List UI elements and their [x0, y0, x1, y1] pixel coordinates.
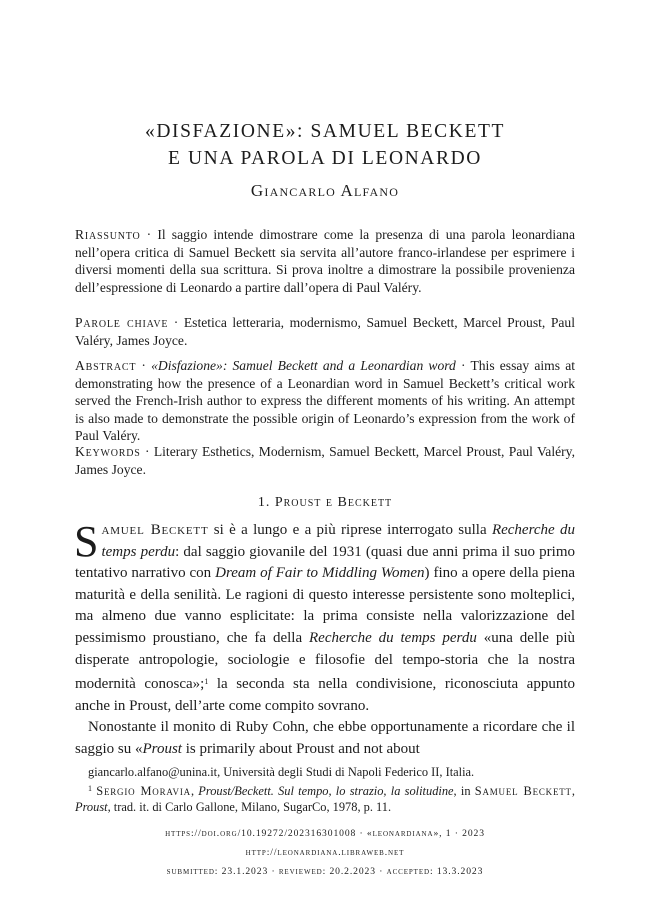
text-run: , [571, 783, 575, 798]
italic-title: Dream of Fair to Middling Women [215, 565, 425, 582]
footnotes [75, 764, 575, 816]
separator: · [140, 227, 158, 242]
text-run: si è a lungo e a più riprese interrogato sulla [208, 522, 492, 538]
abstract-english-title: «Disfazione»: Samuel Beckett and a Leonardian word [151, 358, 456, 373]
keywords-italian [75, 314, 575, 349]
keywords-english-text: Literary Esthetics, Modernism, Samuel Beckett, Marcel Proust, Paul Valéry, James Joyce. [75, 444, 575, 477]
keywords-english [75, 443, 575, 478]
text-run: , in [453, 783, 475, 798]
drop-cap: S [74, 517, 99, 566]
text-run: la seconda sta nella condivisione, riconosciuta appunto anche in Proust, dell’arte come compito sovrano. [75, 676, 575, 714]
paragraph-1 [74, 517, 576, 717]
keywords-italian-text: Estetica letteraria, modernismo, Samuel Beckett, Marcel Proust, Paul Valéry, James Joyce. [75, 315, 575, 348]
section-heading: 1. Proust e Beckett [257, 495, 393, 510]
separator: · [136, 358, 152, 373]
abstract-italian-label: Riassunto [75, 227, 141, 242]
italic-title: Proust [142, 740, 182, 757]
italic-title: Recherche du temps perdu [101, 522, 576, 560]
author-contact: giancarlo.alfano@unina.it, Università degli Studi di Napoli Federico II, Italia. [88, 765, 475, 779]
footnote-ref[interactable]: 1 [204, 677, 209, 687]
abstract-italian-text: Il saggio intende dimostrare come la presenza di una parola leonardiana nell’opera critica di Samuel Beckett sia servita all’autore franco-irlandese per esprimere i diversi momenti della sua scrittura. Si prova inoltre a dimostrare la possibile provenienza dell’espressione di Leonardo a partire dall’opera di Paul Valéry. [75, 227, 575, 295]
text-run: , [190, 783, 199, 798]
italic-title: Proust [75, 800, 108, 814]
cited-author: Sergio Moravia [96, 783, 191, 798]
separator: · [140, 444, 154, 459]
body-text [74, 517, 576, 761]
paragraph-2 [75, 717, 575, 760]
text-run: «una delle più disperate antropologie, sociologie e filosofie del tempo-storia che la nostra modernità conosca»; [75, 629, 575, 693]
text-run: ) fino a opere della piena maturità e della senilità. Le ragioni di questo interesse persistente sono molteplici, ma almeno due vanno esplicitate: la prima consiste nella valorizzazione del pessimismo proustiano, che fa della [75, 565, 575, 646]
cited-author: Samuel Beckett [474, 783, 572, 798]
footnote-1 [75, 781, 575, 816]
abstract-english [75, 357, 575, 445]
separator: · [168, 315, 184, 330]
text-run: , trad. it. di Carlo Gallone, Milano, SugarCo, 1978, p. 11. [107, 800, 392, 814]
text-run: : dal saggio giovanile del 1931 (quasi due anni prima il suo primo tentativo narrativo con [75, 543, 575, 582]
doi-line[interactable]: https://doi.org/10.19272/202316301008 · «leonardiana», 1 · 2023 [165, 828, 485, 839]
submission-dates: submitted: 23.1.2023 · reviewed: 20.2.2023 · accepted: 13.3.2023 [166, 866, 484, 877]
abstract-english-label: Abstract [75, 358, 137, 373]
article-title-line-1: «DISFAZIONE»: SAMUEL BECKETT [144, 121, 506, 142]
text-run: is primarily about Proust and not about [181, 740, 420, 757]
separator: · [455, 358, 471, 373]
italic-title: Proust/Beckett. Sul tempo, lo strazio, la solitudine [198, 783, 454, 798]
journal-url[interactable]: http://leonardiana.libraweb.net [245, 847, 405, 858]
abstract-english-text: This essay aims at demonstrating how the presence of a Leonardian word in Samuel Beckett’s critical work served the French-Irish author to express the different moments of his writing. An attempt is also made to demonstrate the possible origin of Leonardo’s expression from the work of Paul Valéry. [75, 358, 576, 444]
abstract-italian [75, 226, 575, 296]
footnote-number: 1 [88, 783, 92, 793]
keywords-italian-label: Parole chiave [75, 315, 169, 330]
author-name: Giancarlo Alfano [250, 181, 400, 200]
article-title-line-2: E UNA PAROLA DI LEONARDO [168, 148, 482, 169]
keywords-english-label: Keywords [75, 444, 141, 459]
author-name-caps: amuel Beckett [101, 522, 209, 538]
italic-title: Recherche du temps perdu [309, 629, 477, 646]
text-run: Nonostante il monito di Ruby Cohn, che ebbe opportunamente a ricordare che il saggio su « [75, 719, 575, 757]
